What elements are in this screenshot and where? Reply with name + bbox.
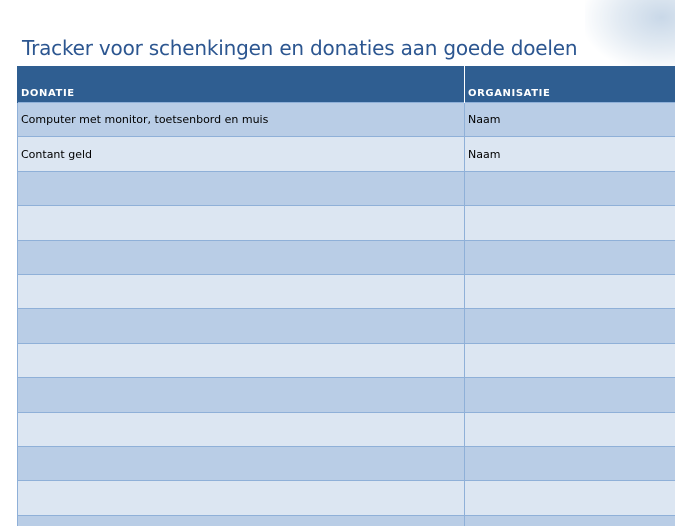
donation-cell[interactable] <box>18 515 465 526</box>
donation-cell[interactable] <box>18 274 465 308</box>
table-row <box>18 206 675 240</box>
donation-cell[interactable] <box>18 240 465 274</box>
donation-cell[interactable] <box>18 378 465 412</box>
organization-cell[interactable] <box>465 274 675 308</box>
organization-cell[interactable]: Naam <box>465 103 675 137</box>
page-title: Tracker voor schenkingen en donaties aan goede doelen <box>22 36 577 60</box>
corner-decoration <box>585 0 675 70</box>
donation-cell[interactable]: Computer met monitor, toetsenbord en muis <box>18 103 465 137</box>
organization-cell[interactable] <box>465 446 675 480</box>
table-row <box>18 446 675 480</box>
organization-cell[interactable] <box>465 240 675 274</box>
table-row <box>18 378 675 412</box>
table-row <box>18 515 675 526</box>
donation-cell[interactable] <box>18 446 465 480</box>
organization-cell[interactable] <box>465 309 675 343</box>
organization-cell[interactable] <box>465 171 675 205</box>
organization-cell[interactable] <box>465 481 675 515</box>
table-header-row <box>18 66 675 103</box>
organization-cell[interactable] <box>465 515 675 526</box>
donation-cell[interactable] <box>18 171 465 205</box>
column-header-organisatie[interactable]: ORGANISATIE <box>465 66 675 103</box>
organization-cell[interactable] <box>465 206 675 240</box>
table-row <box>18 103 675 137</box>
table-row <box>18 343 675 377</box>
organization-cell[interactable] <box>465 343 675 377</box>
table-row <box>18 481 675 515</box>
table-row <box>18 412 675 446</box>
table-row <box>18 240 675 274</box>
table-row <box>18 137 675 171</box>
table-row <box>18 171 675 205</box>
table-row <box>18 309 675 343</box>
organization-cell[interactable] <box>465 378 675 412</box>
donation-cell[interactable] <box>18 481 465 515</box>
table-row <box>18 274 675 308</box>
donation-cell[interactable] <box>18 343 465 377</box>
donation-table-container <box>17 66 675 526</box>
organization-cell[interactable] <box>465 412 675 446</box>
organization-cell[interactable]: Naam <box>465 137 675 171</box>
column-header-donatie[interactable]: DONATIE <box>18 66 465 103</box>
donation-cell[interactable] <box>18 309 465 343</box>
donation-cell[interactable] <box>18 412 465 446</box>
donation-cell[interactable] <box>18 206 465 240</box>
donation-table <box>17 66 675 526</box>
donation-cell[interactable]: Contant geld <box>18 137 465 171</box>
